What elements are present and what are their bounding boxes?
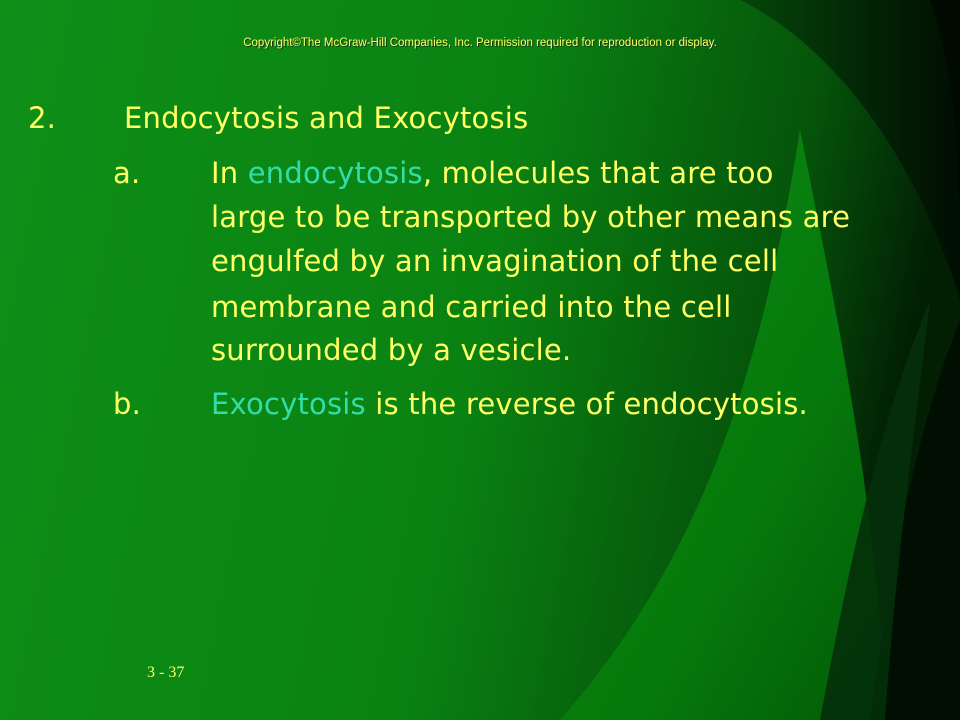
item-b-line-1 bbox=[211, 382, 808, 426]
slide-number: 3 - 37 bbox=[147, 664, 185, 681]
item-b-line-1-post: is the reverse of endocytosis. bbox=[365, 387, 808, 421]
heading-number: 2. bbox=[28, 101, 57, 135]
item-a-line-1-post: , molecules that are too bbox=[422, 156, 774, 190]
heading-title: Endocytosis and Exocytosis bbox=[124, 101, 529, 135]
term-endocytosis: endocytosis bbox=[247, 156, 423, 190]
item-a-line-4: membrane and carried into the cell bbox=[211, 290, 732, 324]
item-a-line-5: surrounded by a vesicle. bbox=[211, 333, 572, 367]
item-a-marker: a. bbox=[113, 156, 141, 190]
copyright-notice: Copyright©The McGraw-Hill Companies, Inc. Permission required for reproduction or display. bbox=[243, 37, 717, 49]
item-a-line-3: engulfed by an invagination of the cell bbox=[211, 244, 779, 278]
term-exocytosis: Exocytosis bbox=[211, 387, 366, 421]
item-a-line-2: large to be transported by other means are bbox=[211, 200, 851, 234]
item-a-line-1 bbox=[211, 151, 774, 195]
item-b-marker: b. bbox=[113, 387, 142, 421]
item-a-line-1-pre: In bbox=[211, 156, 248, 190]
